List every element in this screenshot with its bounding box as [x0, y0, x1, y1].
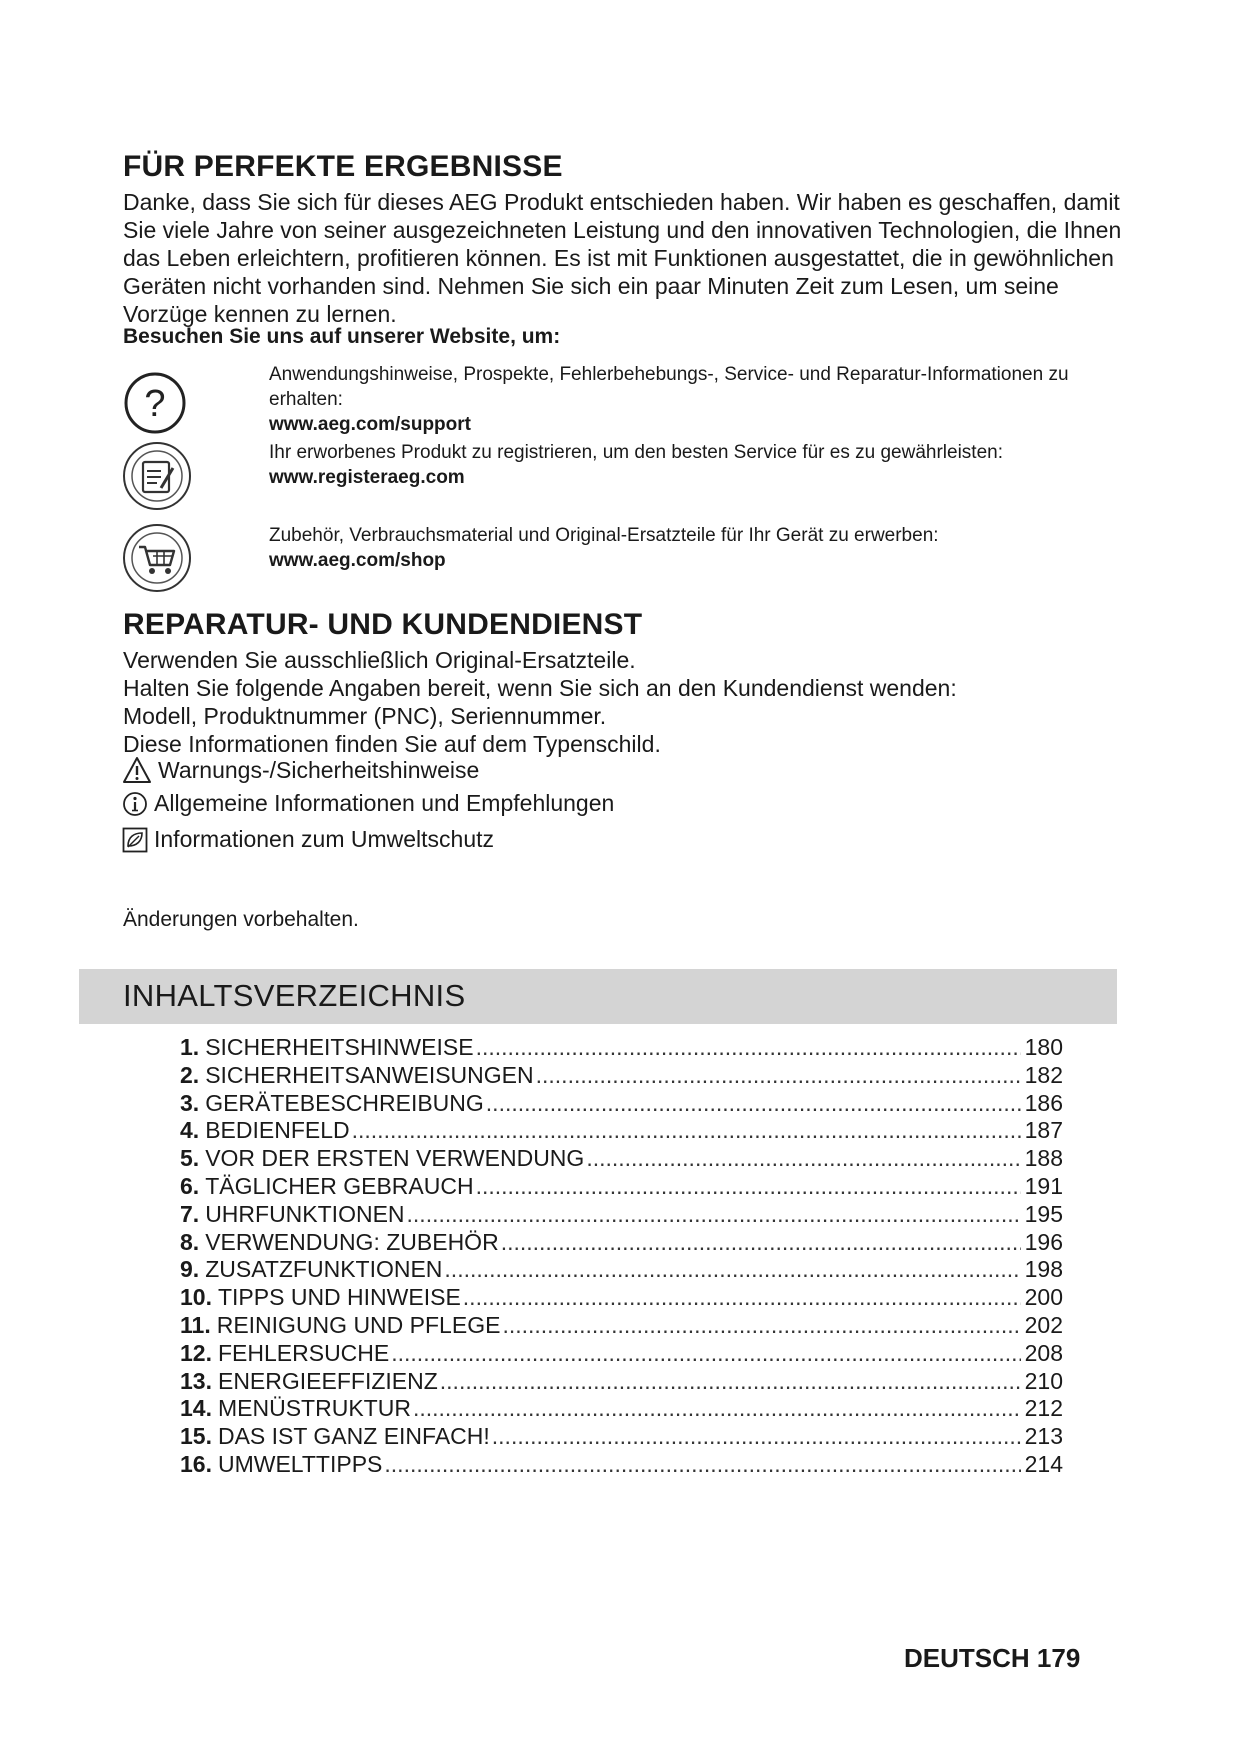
- toc-label: ZUSATZFUNKTIONEN: [205, 1256, 443, 1283]
- toc-label: ENERGIEEFFIZIENZ: [217, 1367, 438, 1394]
- toc-page: 214: [1024, 1450, 1063, 1477]
- toc-number: 11.: [180, 1311, 211, 1338]
- toc-number: 8.: [180, 1228, 200, 1255]
- toc-leader-dots: [502, 1312, 1020, 1339]
- toc-entry[interactable]: [180, 1423, 1063, 1451]
- toc-leader-dots: [444, 1256, 1020, 1283]
- toc-entry[interactable]: [180, 1451, 1063, 1479]
- intro-text: Danke, dass Sie sich für dieses AEG Produkt entschieden haben. Wir haben es geschaffen, damit Sie viele Jahre von seiner ausgezeichneten Leistung und den innovativen Technologien, die Ihnen das Leben erleichtern, profitieren können. Es ist mit Funktionen ausgestattet, die in gewöhnlichen Geräten nicht vorhanden sind. Nehmen Sie sich ein paar Minuten Zeit zum Lesen, um seine Vorzüge kennen zu lernen.: [123, 189, 1122, 327]
- svg-text:?: ?: [144, 383, 166, 425]
- toc-page: 180: [1024, 1034, 1063, 1060]
- toc-label: MENÜSTRUKTUR: [217, 1395, 411, 1422]
- toc-header-bar: [79, 969, 1117, 1024]
- toc-leader-dots: [492, 1423, 1021, 1450]
- shop-link[interactable]: www.aeg.com/shop: [269, 550, 446, 571]
- toc-page: 195: [1024, 1200, 1063, 1227]
- website-item-text: Anwendungshinweise, Prospekte, Fehlerbehebungs-, Service- und Reparatur-Informationen zu erhalten:: [269, 364, 1069, 410]
- service-title: REPARATUR- UND KUNDENDIENST: [123, 608, 643, 641]
- toc-entry[interactable]: [180, 1117, 1063, 1145]
- toc-entry[interactable]: [180, 1284, 1063, 1312]
- toc-leader-dots: [384, 1451, 1020, 1478]
- intro-title: FÜR PERFEKTE ERGEBNISSE: [123, 150, 563, 183]
- toc-leader-dots: [476, 1173, 1021, 1200]
- toc-entry[interactable]: [180, 1368, 1063, 1396]
- toc-number: 6.: [180, 1172, 200, 1199]
- toc-entry[interactable]: [180, 1256, 1063, 1284]
- service-line: Diese Informationen finden Sie auf dem Typenschild.: [123, 731, 661, 757]
- toc-page: 212: [1024, 1395, 1063, 1422]
- toc-leader-dots: [352, 1117, 1021, 1144]
- toc-leader-dots: [391, 1340, 1020, 1367]
- toc-page: 191: [1024, 1172, 1063, 1199]
- toc-number: 7.: [180, 1200, 200, 1227]
- legend-warning: [122, 756, 479, 784]
- legend-label: Allgemeine Informationen und Empfehlungen: [154, 790, 615, 816]
- legend-label: Informationen zum Umweltschutz: [154, 826, 495, 852]
- toc-number: 16.: [180, 1450, 212, 1477]
- toc-entry[interactable]: [180, 1229, 1063, 1257]
- toc-label: VOR DER ERSTEN VERWENDUNG: [205, 1145, 585, 1172]
- toc-page: 196: [1024, 1228, 1063, 1255]
- changes-note: Änderungen vorbehalten.: [123, 908, 359, 931]
- support-link[interactable]: www.aeg.com/support: [269, 414, 471, 435]
- environment-leaf-icon: [122, 827, 148, 853]
- service-line: Verwenden Sie ausschließlich Original-Ersatzteile.: [123, 647, 636, 673]
- footer-language: DEUTSCH: [904, 1643, 1030, 1673]
- toc-number: 15.: [180, 1423, 212, 1450]
- toc-page: 187: [1024, 1117, 1063, 1144]
- toc-leader-dots: [476, 1034, 1021, 1061]
- toc-entry[interactable]: [180, 1090, 1063, 1118]
- toc-page: 182: [1024, 1061, 1063, 1088]
- toc-label: SICHERHEITSANWEISUNGEN: [205, 1061, 534, 1088]
- toc-leader-dots: [501, 1229, 1021, 1256]
- toc-number: 5.: [180, 1145, 200, 1172]
- toc-page: 213: [1024, 1423, 1063, 1450]
- toc-entry[interactable]: [180, 1395, 1063, 1423]
- toc-page: 188: [1024, 1145, 1063, 1172]
- toc-page: 186: [1024, 1089, 1063, 1116]
- toc-label: SICHERHEITSHINWEISE: [205, 1034, 474, 1060]
- footer-page-number: 179: [1036, 1643, 1081, 1673]
- toc-number: 3.: [180, 1089, 200, 1116]
- toc-list: [180, 1034, 1063, 1479]
- register-form-icon: [123, 440, 193, 510]
- toc-entry[interactable]: [180, 1062, 1063, 1090]
- toc-leader-dots: [586, 1145, 1020, 1172]
- toc-label: DAS IST GANZ EINFACH!: [217, 1423, 490, 1450]
- toc-page: 202: [1024, 1311, 1063, 1338]
- toc-number: 12.: [180, 1339, 212, 1366]
- toc-entry[interactable]: [180, 1034, 1063, 1062]
- toc-entry[interactable]: [180, 1312, 1063, 1340]
- warning-triangle-icon: [122, 756, 152, 784]
- page-footer: [904, 1643, 1080, 1674]
- toc-number: 1.: [180, 1034, 200, 1060]
- info-circle-icon: [122, 791, 148, 817]
- legend-info: [122, 790, 614, 817]
- toc-label: UHRFUNKTIONEN: [205, 1200, 405, 1227]
- toc-label: UMWELTTIPPS: [217, 1450, 383, 1477]
- website-item-text: Ihr erworbenes Produkt zu registrieren, um den besten Service für es zu gewährleisten:: [269, 442, 1003, 463]
- register-link[interactable]: www.registeraeg.com: [269, 467, 465, 488]
- toc-leader-dots: [463, 1284, 1021, 1311]
- toc-page: 210: [1024, 1367, 1063, 1394]
- toc-number: 14.: [180, 1395, 212, 1422]
- legend-label: Warnungs-/Sicherheitshinweise: [158, 756, 480, 783]
- toc-number: 10.: [180, 1284, 212, 1311]
- toc-number: 4.: [180, 1117, 200, 1144]
- toc-page: 200: [1024, 1284, 1063, 1311]
- toc-page: 208: [1024, 1339, 1063, 1366]
- toc-label: VERWENDUNG: ZUBEHÖR: [205, 1228, 499, 1255]
- service-line: Modell, Produktnummer (PNC), Seriennummer.: [123, 703, 607, 729]
- toc-entry[interactable]: [180, 1340, 1063, 1368]
- toc-label: GERÄTEBESCHREIBUNG: [205, 1089, 484, 1116]
- shopping-cart-icon: [123, 523, 193, 593]
- visit-heading: Besuchen Sie uns auf unserer Website, um:: [123, 325, 561, 348]
- toc-label: REINIGUNG UND PFLEGE: [216, 1311, 501, 1338]
- toc-leader-dots: [407, 1201, 1021, 1228]
- toc-label: FEHLERSUCHE: [217, 1339, 390, 1366]
- website-item-text: Zubehör, Verbrauchsmaterial und Original-Ersatzteile für Ihr Gerät zu erwerben:: [269, 525, 939, 546]
- toc-label: BEDIENFELD: [205, 1117, 350, 1144]
- service-text: [123, 646, 1123, 758]
- toc-leader-dots: [536, 1062, 1021, 1089]
- toc-label: TÄGLICHER GEBRAUCH: [205, 1172, 474, 1199]
- toc-title: INHALTSVERZEICHNIS: [123, 978, 466, 1013]
- toc-leader-dots: [486, 1090, 1021, 1117]
- toc-leader-dots: [413, 1395, 1021, 1422]
- toc-label: TIPPS UND HINWEISE: [217, 1284, 461, 1311]
- service-line: Halten Sie folgende Angaben bereit, wenn Sie sich an den Kundendienst wenden:: [123, 675, 957, 701]
- toc-number: 9.: [180, 1256, 200, 1283]
- toc-number: 2.: [180, 1061, 200, 1088]
- toc-page: 198: [1024, 1256, 1063, 1283]
- toc-leader-dots: [440, 1368, 1021, 1395]
- toc-number: 13.: [180, 1367, 212, 1394]
- toc-entry[interactable]: [180, 1145, 1063, 1173]
- question-circle-icon: [123, 370, 193, 440]
- legend-environment: [122, 826, 494, 853]
- toc-entry[interactable]: [180, 1173, 1063, 1201]
- toc-entry[interactable]: [180, 1201, 1063, 1229]
